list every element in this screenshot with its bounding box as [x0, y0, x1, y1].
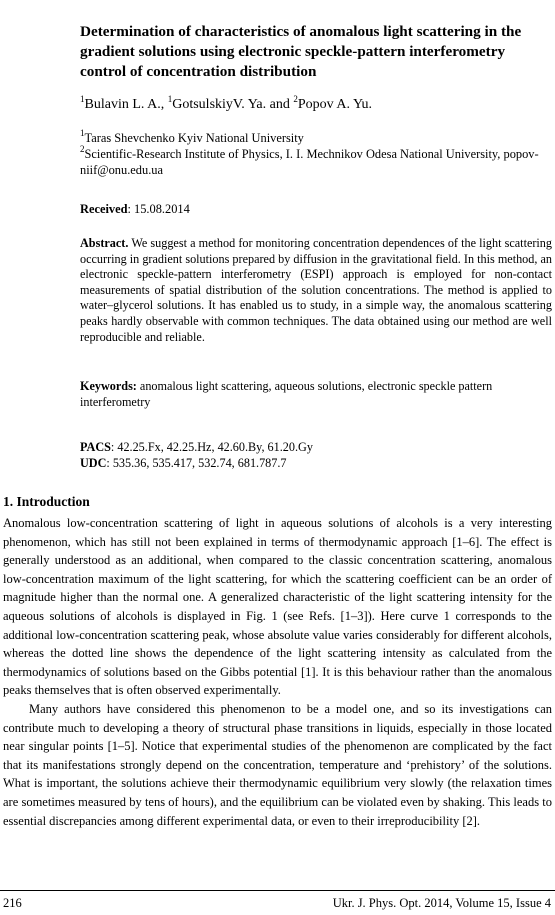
abstract-text: We suggest a method for monitoring concentration dependences of the light scattering occurring in gradient solutions prepared by diffusion in the gravitational field. In this method, an electronic speckle-pattern interferometry (ESPI) approach is employed for non-contact measurements of spatial distribution of the solution concentrations. The method is applied to water–glycerol solutions. It has enabled us to study, in a simple way, the anomalous scattering peaks hardly observable with common techniques. The data obtained using our method are well reproducible and reliable.: [80, 236, 552, 344]
classification-codes: [80, 440, 313, 471]
paragraph: Anomalous low-concentration scattering of light in aqueous solutions of alcohols is a very interesting phenomenon, which has still not been explained in terms of thermodynamic approach [1–6]. The effect is generally understood as an additional, when compared to the classic concentration scattering, anomalous low-concentration maximum of the light scattering, for which the scattering coefficient can be an order of magnitude higher than the normal one. A generalized characteristic of the light scattering intensity for the aqueous solutions of alcohols is displayed in Fig. 1 (see Refs. [1–3]). Here curve 1 corresponds to the additional low-concentration scattering peak, whose absolute value varies considerably for different alcohols, whereas the dotted line shows the dependence of the light scattering intensity as calculated from the thermodynamics of solutions based on the Gibbs potential [1]. It is this behaviour rather than the anomalous peaks themselves that is often observed experimentally.: [3, 516, 552, 698]
page-number: 216: [3, 896, 22, 910]
body-text: [3, 514, 552, 830]
author-name: Popov A. Yu.: [297, 97, 373, 112]
section-heading: 1. Introduction: [3, 494, 90, 509]
abstract-label: Abstract.: [80, 236, 129, 250]
affiliation-1: $^1$Taras Shevchenko Kyiv National University: [80, 128, 304, 145]
author-name: GotsulskiyV. Ya. and: [172, 97, 294, 112]
keywords: Keywords: anomalous light scattering, aqueous solutions, electronic speckle pattern interferometry: [80, 379, 493, 409]
paragraph: Many authors have considered this phenomenon to be a model one, and so its investigations can contribute much to developing a theory of structural phase transitions in liquids, especially in those located near singular points [1–5]. Notice that experimental studies of the phenomenon are complicated by the fact that its manifestations strongly depend on the concentration, temperature and ‘prehistory’ of the solutions. What is important, the solutions achieve their thermodynamic equilibrium very slowly (the relaxation times are sometimes measured by tens of hours), and the equilibrium can be violated even by shaking. This leads to essential discrepancies among different experimental data, or even to their irreproducibility [2].: [3, 701, 552, 828]
udc-line: UDC: 535.36, 535.417, 532.74, 681.787.7: [80, 455, 287, 470]
author-affil-mark: 1: [167, 94, 173, 104]
pacs-line: PACS: 42.25.Fx, 42.25.Hz, 42.60.By, 61.20.Gy: [80, 440, 313, 454]
paper-title: Determination of characteristics of anomalous light scattering in the gradient solutions using electronic speckle-pattern interferometry control of concentration distribution: [80, 23, 522, 80]
footer-rule: [0, 890, 555, 891]
affiliation-2: $^2$Scientific-Research Institute of Physics, I. I. Mechnikov Odesa National University, popov-niif@onu.edu.ua: [80, 144, 539, 177]
received-date: Received: 15.08.2014: [80, 202, 190, 216]
author-affil-mark: 1: [80, 94, 85, 104]
author-affil-mark: 2: [293, 94, 298, 104]
author-list: [80, 96, 372, 114]
affiliations: [80, 130, 550, 178]
author-name: Bulavin L. A.,: [84, 97, 168, 112]
abstract: [80, 236, 552, 345]
journal-citation: Ukr. J. Phys. Opt. 2014, Volume 15, Issue 4: [332, 896, 551, 910]
